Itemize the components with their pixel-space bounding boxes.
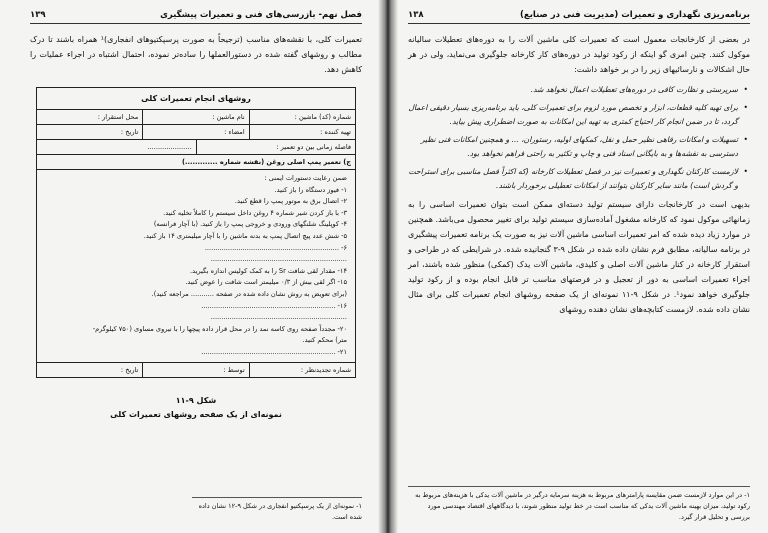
- right-intro-paragraph: در بعضی از کارخانجات معمول است که تعمیرات کلی ماشین آلات را به دوره‌های تعطیلات سالیانه موکول کنند. چنین امری گو اینکه از رکود تولید در دوره‌های کار کارخانه جلوگیری می‌نماید، ولی در هر حال اشکالات و نارسائیهای زیر را در بر خواهد داشت:: [408, 35, 750, 74]
- right-footnote: ۱- در این موارد لازمست ضمن مقایسه پارامترهای مربوط به هزینه سرمایه درگیر در ماشین آلات یدکی با هزینه‌های مربوط به رکود تولید، میزان بهینه ماشین آلات یدکی که مناسب است در خط تولید منظور شوند، با دیدگاههای اقتصاد مهندسی مورد بررسی و تحلیل قرار گیرد.: [408, 486, 750, 523]
- right-page-number: ۱۳۸: [408, 10, 424, 20]
- left-page-header: [30, 10, 362, 24]
- list-item: • لازمست کارکنان نگهداری و تعمیرات نیز در فصل تعطیلات کارخانه (که اکثراً فصل مناسبی برای استراحت و گردش است) مانند سایر کارکنان بتوانند از امکانات تعطیلی برخوردار باشند.: [408, 165, 738, 193]
- list-item: • تسهیلات و امکانات رفاهی نظیر حمل و نقل، کمکهای اولیه، رستوران، ... و همچنین امکانات فنی نظیر دسترسی به نقشه‌ها و به بایگانی اسناد فنی و چاپ و تکثیر به راحتی فراهم نخواهد بود.: [408, 133, 738, 161]
- form-interval-value: .....................: [147, 143, 192, 151]
- form-step: ۵- شش عدد پیچ اتصال پمپ به بدنه ماشین را با آچار میلیمتری ۱۴ باز کنید.: [143, 231, 347, 240]
- form-step: ۱۶- ................................................................: [201, 301, 347, 310]
- form-revision-date: تاریخ :: [120, 365, 139, 374]
- figure-number: شکل ۹-۱۱: [175, 395, 217, 405]
- form-step: ۲۰- مجدداً صفحه روی کاسه نمد را در محل قرار داده پیچها را با نیروی مساوی (۷۵۰ کیلوگرم-: [92, 324, 347, 333]
- form-date: تاریخ :: [120, 128, 139, 136]
- left-intro-paragraph: تعمیرات کلی، با نقشه‌های مناسب (ترجیحاً به صورت پرسپکتیوهای انفجاری)¹ همراه باشند تا درک مطالب و روشهای گفته شده در دستورالعملها را ساده‌تر نموده، احتمال اشتباه در اجراء عملیات را کاهش دهد.: [30, 35, 362, 74]
- form-row-interval: [37, 140, 355, 155]
- form-machine-code: شماره (کد) ماشین :: [249, 110, 355, 124]
- form-steps: [37, 170, 355, 362]
- form-step: .................................................................: [210, 313, 347, 322]
- form-section-heading: ج) تعمیر پمپ اصلی روغن (نقشه شماره .............): [37, 155, 355, 170]
- form-step: ۴- کوپلینگ شلنگهای ورودی و خروجی پمپ را باز کنید. (با آچار فرانسه): [153, 220, 347, 229]
- form-machine-name: نام ماشین :: [142, 110, 248, 124]
- right-header-title: برنامه‌ریزی نگهداری و تعمیرات (مدیریت فنی در صنایع): [520, 10, 750, 20]
- form-step: (برای تعویض به روش نشان داده شده در صفحه ........... مراجعه کنید).: [151, 289, 347, 298]
- figure-caption: نمونه‌ای از یک صفحه روشهای تعمیرات کلی: [110, 409, 282, 419]
- form-preparer: تهیه کننده :: [249, 125, 355, 139]
- form-row-revision: [37, 362, 355, 377]
- left-footnote: ۱- نمونه‌ای از یک پرسپکتیو انفجاری در شکل ۹-۱۲ نشان داده شده است.: [192, 497, 362, 523]
- form-interval: فاصله زمانی بین دو تعمیر :: [196, 140, 356, 154]
- left-page-number: ۱۳۹: [30, 10, 46, 20]
- figure-caption-block: [30, 394, 362, 422]
- form-revised-by: توسط :: [142, 363, 248, 377]
- overhaul-procedure-form: [36, 87, 356, 378]
- form-location: محل استقرار :: [97, 113, 139, 121]
- form-safety-note: ضمن رعایت دستورات ایمنی :: [264, 174, 347, 182]
- form-step: ۱- فیوز دستگاه را باز کنید.: [274, 185, 347, 194]
- form-step: .................................................................: [210, 255, 347, 264]
- form-step: ۱۴- مقدار لقی شافت Sr را به کمک کولیس اندازه بگیرید.: [190, 266, 347, 275]
- drawbacks-list: [408, 83, 750, 193]
- right-body-paragraph: بدیهی است در کارخانجات دارای سیستم تولید دسته‌ای ممکن است بتوان تعمیرات اساسی را به زمانهائی موکول نمود که کارخانه مشغول آماده‌سازی سیستم تولید برای تغییر محصول می‌باشد. همچنین در موارد زیاد دیده شده که امر تعمیرات اساسی ماشین آلات نیز به صورت یک برنامه تعمیرات پیشگیری در برنامه سالیانه، مطابق فرم نشان داده شده در شکل ۹-۳ گنجانیده شده. در شرایطی که در طراحی و استقرار کارخانه در کنار ماشین آلات اصلی و کلیدی، ماشین آلات یدک (کمکی) منظور شده باشند، امر اجراء تعمیرات اساسی به دور از تعجیل و در فرصتهای مناسب تر قابل انجام بوده و از رکود تولید جلوگیری خواهد نمود¹. در شکل ۹-۱۱ نمونه‌ای از یک صفحه روشهای انجام تعمیرات کلی برای مثال نشان داده شده. لازمست کتابچه‌های نشان دهنده روشهای: [408, 200, 750, 314]
- form-step: ۱۵- اگر لقی بیش از ۰/۳ میلیمتر است شافت را عوض کنید.: [185, 278, 347, 287]
- list-item: • برای تهیه کلیه قطعات، ابزار و تخصص مورد لزوم برای تعمیرات کلی، باید برنامه‌ریزی بسیار دقیقی اعمال گردد، تا در ضمن انجام کار احتیاج کمتری به تهیه این امکانات به صورت اضطراری پیش بیاید.: [408, 101, 738, 129]
- form-revision-number: شماره تجدیدنظر :: [249, 363, 355, 377]
- form-step: متر) محکم کنید.: [302, 336, 347, 345]
- right-page: [392, 0, 768, 533]
- form-step: ۲۱- ................................................................: [201, 347, 347, 356]
- form-step: ۶- ................................................................: [204, 243, 347, 252]
- form-signature: امضاء :: [142, 125, 248, 139]
- form-row-machine: [37, 110, 355, 125]
- list-item: • سرپرستی و نظارت کافی در دوره‌های تعطیلات اعمال نخواهد شد.: [408, 83, 738, 97]
- form-step: ۲- اتصال برق به موتور پمپ را قطع کنید.: [234, 197, 347, 206]
- form-title: روشهای انجام تعمیرات کلی: [37, 88, 355, 110]
- form-step: ۳- با باز کردن شیر شماره ۴ روغن داخل سیستم را کاملاً تخلیه کنید.: [163, 208, 347, 217]
- left-header-title: فصل نهم- بازرسی‌های فنی و تعمیرات پیشگیری: [160, 10, 362, 20]
- form-row-preparer: [37, 125, 355, 140]
- right-page-header: [408, 10, 750, 24]
